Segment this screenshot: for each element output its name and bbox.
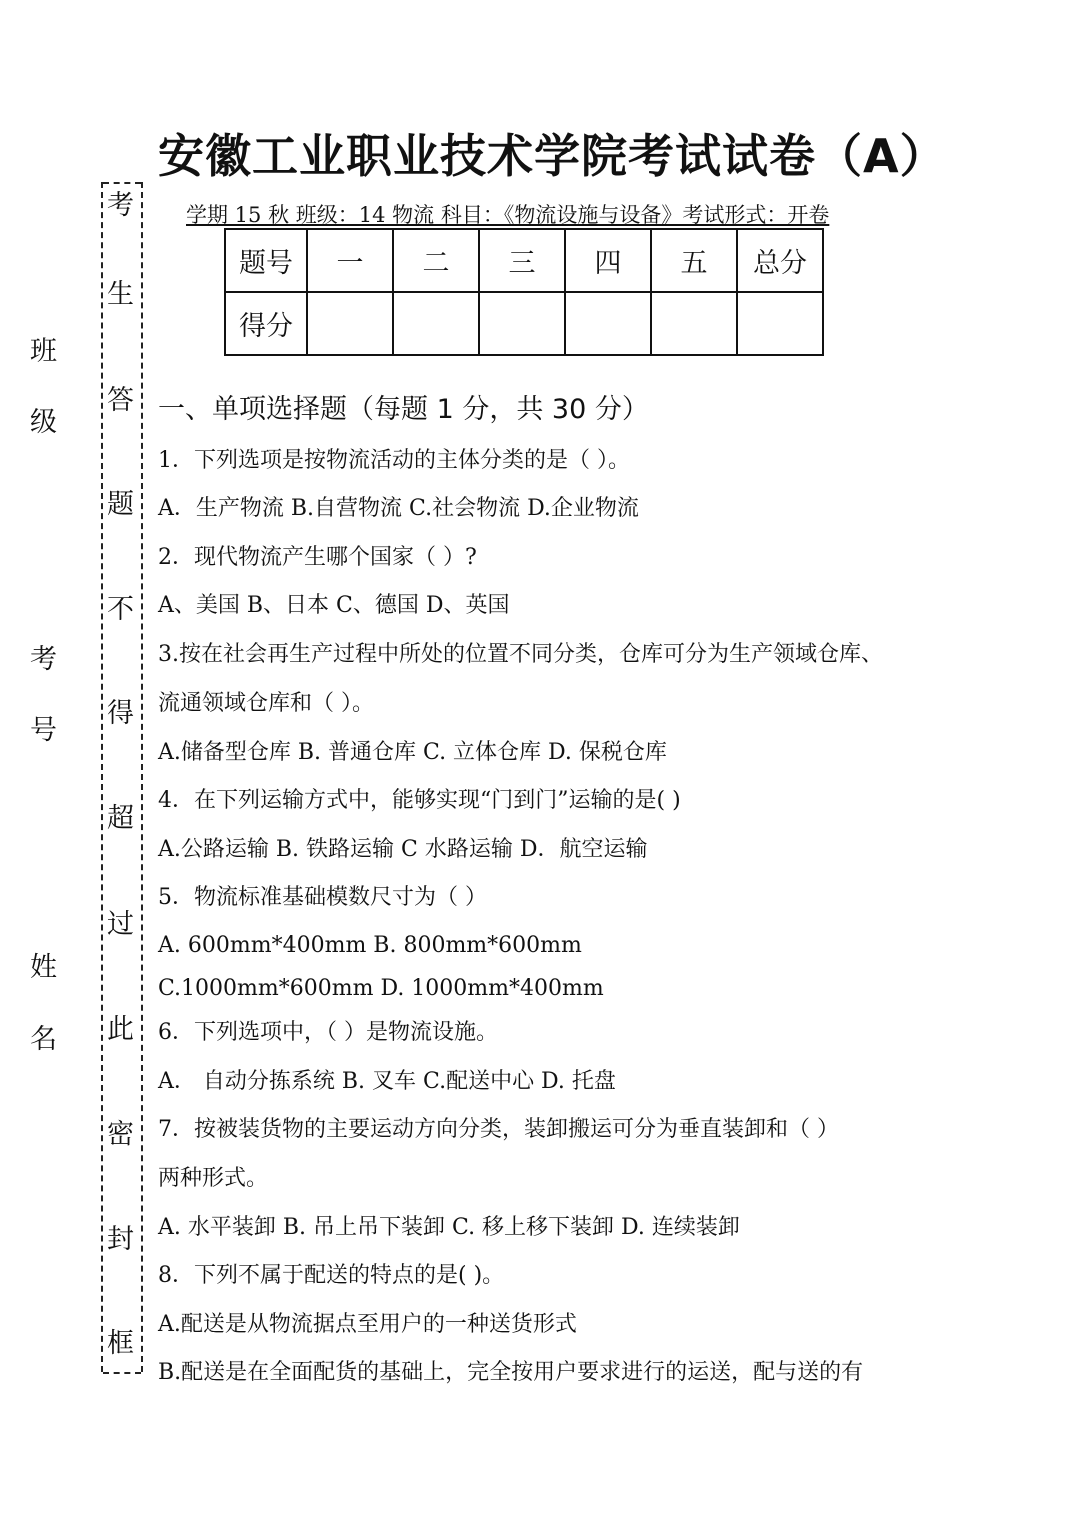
score-table-column-header: 一 xyxy=(307,229,393,292)
seal-frame-top-edge xyxy=(103,182,141,184)
seal-char: 超 xyxy=(107,803,134,834)
question-text: 7．按被装货物的主要运动方向分类，装卸搬运可分为垂直装卸和（ ） xyxy=(158,1117,839,1142)
score-table-score-row xyxy=(225,292,823,355)
seal-char: 封 xyxy=(107,1224,134,1255)
side-label-class-1: 班 xyxy=(30,336,57,367)
score-table-header-row xyxy=(225,229,823,292)
question-text: 4．在下列运输方式中，能够实现“门到门”运输的是( ) xyxy=(158,788,681,813)
seal-char: 此 xyxy=(107,1014,134,1045)
seal-char: 密 xyxy=(107,1119,134,1150)
question-text: 3.按在社会再生产过程中所处的位置不同分类，仓库可分为生产领域仓库、 xyxy=(158,642,883,667)
section-heading: 一、单项选择题（每题 1 分，共 30 分） xyxy=(158,394,649,425)
seal-frame xyxy=(101,182,143,1372)
side-label-name-1: 姓 xyxy=(30,952,57,983)
score-table-row-label: 得分 xyxy=(225,292,307,355)
score-cell xyxy=(565,292,651,355)
answer-options: A、美国 B、日本 C、德国 D、英国 xyxy=(158,593,510,618)
seal-char: 题 xyxy=(107,489,134,520)
score-cell xyxy=(651,292,737,355)
answer-options: A． 自动分拣系统 B. 叉车 C.配送中心 D. 托盘 xyxy=(158,1069,616,1094)
seal-frame-bottom-edge xyxy=(103,1372,141,1374)
question-text: 8．下列不属于配送的特点的是( )。 xyxy=(158,1263,505,1288)
answer-options: A.储备型仓库 B. 普通仓库 C. 立体仓库 D. 保税仓库 xyxy=(158,740,667,765)
question-text: 两种形式。 xyxy=(158,1166,269,1191)
score-cell xyxy=(393,292,479,355)
answer-options: A.公路运输 B. 铁路运输 C 水路运输 D．航空运输 xyxy=(158,837,648,862)
question-text: 5．物流标准基础模数尺寸为（ ） xyxy=(158,885,487,910)
seal-char: 不 xyxy=(107,594,134,625)
score-cell xyxy=(479,292,565,355)
seal-char: 得 xyxy=(107,698,134,729)
question-text: 2．现代物流产生哪个国家（ ）? xyxy=(158,545,477,570)
question-text: 流通领域仓库和（ ）。 xyxy=(158,691,374,716)
score-table-column-header: 二 xyxy=(393,229,479,292)
score-table xyxy=(224,228,824,356)
side-label-number-1: 考 xyxy=(30,644,57,675)
score-table-column-header: 三 xyxy=(479,229,565,292)
question-text: 1．下列选项是按物流活动的主体分类的是（ ）。 xyxy=(158,448,630,473)
score-table-column-header: 总分 xyxy=(737,229,823,292)
answer-options: A. 水平装卸 B. 吊上吊下装卸 C. 移上移下装卸 D. 连续装卸 xyxy=(158,1215,740,1240)
answer-options: A. 600mm*400mm B. 800mm*600mm xyxy=(158,933,582,958)
side-label-number-2: 号 xyxy=(30,715,57,746)
seal-char: 考 xyxy=(107,190,134,221)
seal-char: 答 xyxy=(107,385,134,416)
answer-options: A．生产物流 B.自营物流 C.社会物流 D.企业物流 xyxy=(158,496,639,521)
exam-info-line: 学期 15 秋 班级：14 物流 科目：《物流设施与设备》考试形式：开卷 xyxy=(186,203,830,227)
seal-char: 生 xyxy=(107,279,134,310)
score-table-row-label: 题号 xyxy=(225,229,307,292)
question-text: 6．下列选项中，（ ）是物流设施。 xyxy=(158,1020,498,1045)
seal-char: 过 xyxy=(107,909,134,940)
side-label-class-2: 级 xyxy=(30,407,57,438)
side-label-name-2: 名 xyxy=(30,1024,57,1055)
answer-options: C.1000mm*600mm D. 1000mm*400mm xyxy=(158,976,604,1001)
answer-option: A.配送是从物流据点至用户的一种送货形式 xyxy=(158,1312,577,1337)
score-table-column-header: 四 xyxy=(565,229,651,292)
answer-option: B.配送是在全面配货的基础上，完全按用户要求进行的运送，配与送的有 xyxy=(158,1360,864,1385)
score-cell xyxy=(737,292,823,355)
score-cell xyxy=(307,292,393,355)
score-table-column-header: 五 xyxy=(651,229,737,292)
exam-title: 安徽工业职业技术学院考试试卷（A） xyxy=(158,129,947,183)
seal-char: 框 xyxy=(107,1328,134,1359)
